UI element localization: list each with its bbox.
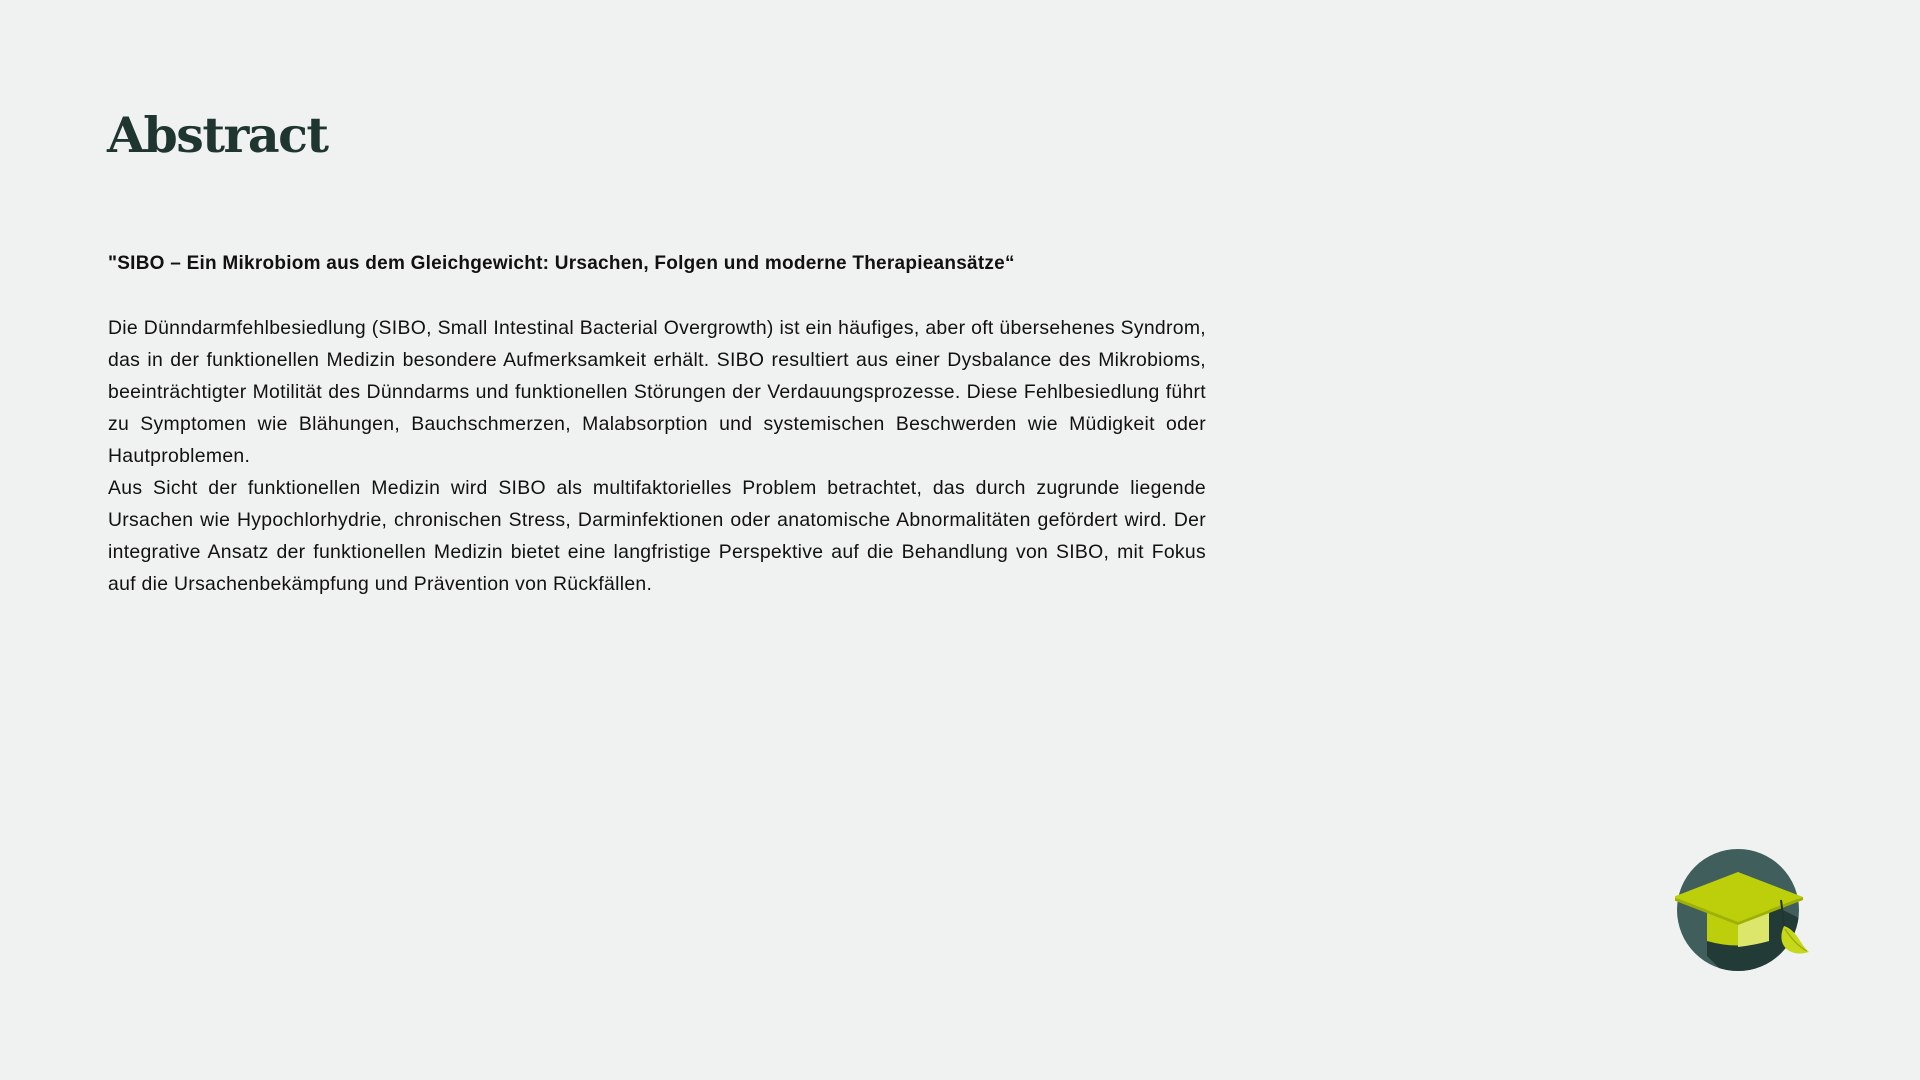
abstract-body xyxy=(108,312,1206,600)
logo-badge xyxy=(1675,846,1811,974)
abstract-subtitle: "SIBO – Ein Mikrobiom aus dem Gleichgewicht: Ursachen, Folgen und moderne Therapieansätze“ xyxy=(108,253,1015,274)
graduation-cap-leaf-icon xyxy=(1675,846,1811,974)
abstract-paragraph: Die Dünndarmfehlbesiedlung (SIBO, Small Intestinal Bacterial Overgrowth) ist ein häufiges, aber oft übersehenes Syndrom, das in der funktionellen Medizin besondere Aufmerksamkeit erhält. SIBO resultiert aus einer Dysbalance des Mikrobioms, beeinträchtigter Motilität des Dünndarms und funktionellen Störungen der Verdauungsprozesse. Diese Fehlbesiedlung führt zu Symptomen wie Blähungen, Bauchschmerzen, Malabsorption und systemischen Beschwerden wie Müdigkeit oder Hautproblemen. xyxy=(108,317,1206,467)
page-title: Abstract xyxy=(107,106,328,164)
abstract-paragraph: Aus Sicht der funktionellen Medizin wird SIBO als multifaktorielles Problem betrachtet, das durch zugrunde liegende Ursachen wie Hypochlorhydrie, chronischen Stress, Darminfektionen oder anatomische Abnormalitäten gefördert wird. Der integrative Ansatz der funktionellen Medizin bietet eine langfristige Perspektive auf die Behandlung von SIBO, mit Fokus auf die Ursachenbekämpfung und Prävention von Rückfällen. xyxy=(108,477,1206,595)
